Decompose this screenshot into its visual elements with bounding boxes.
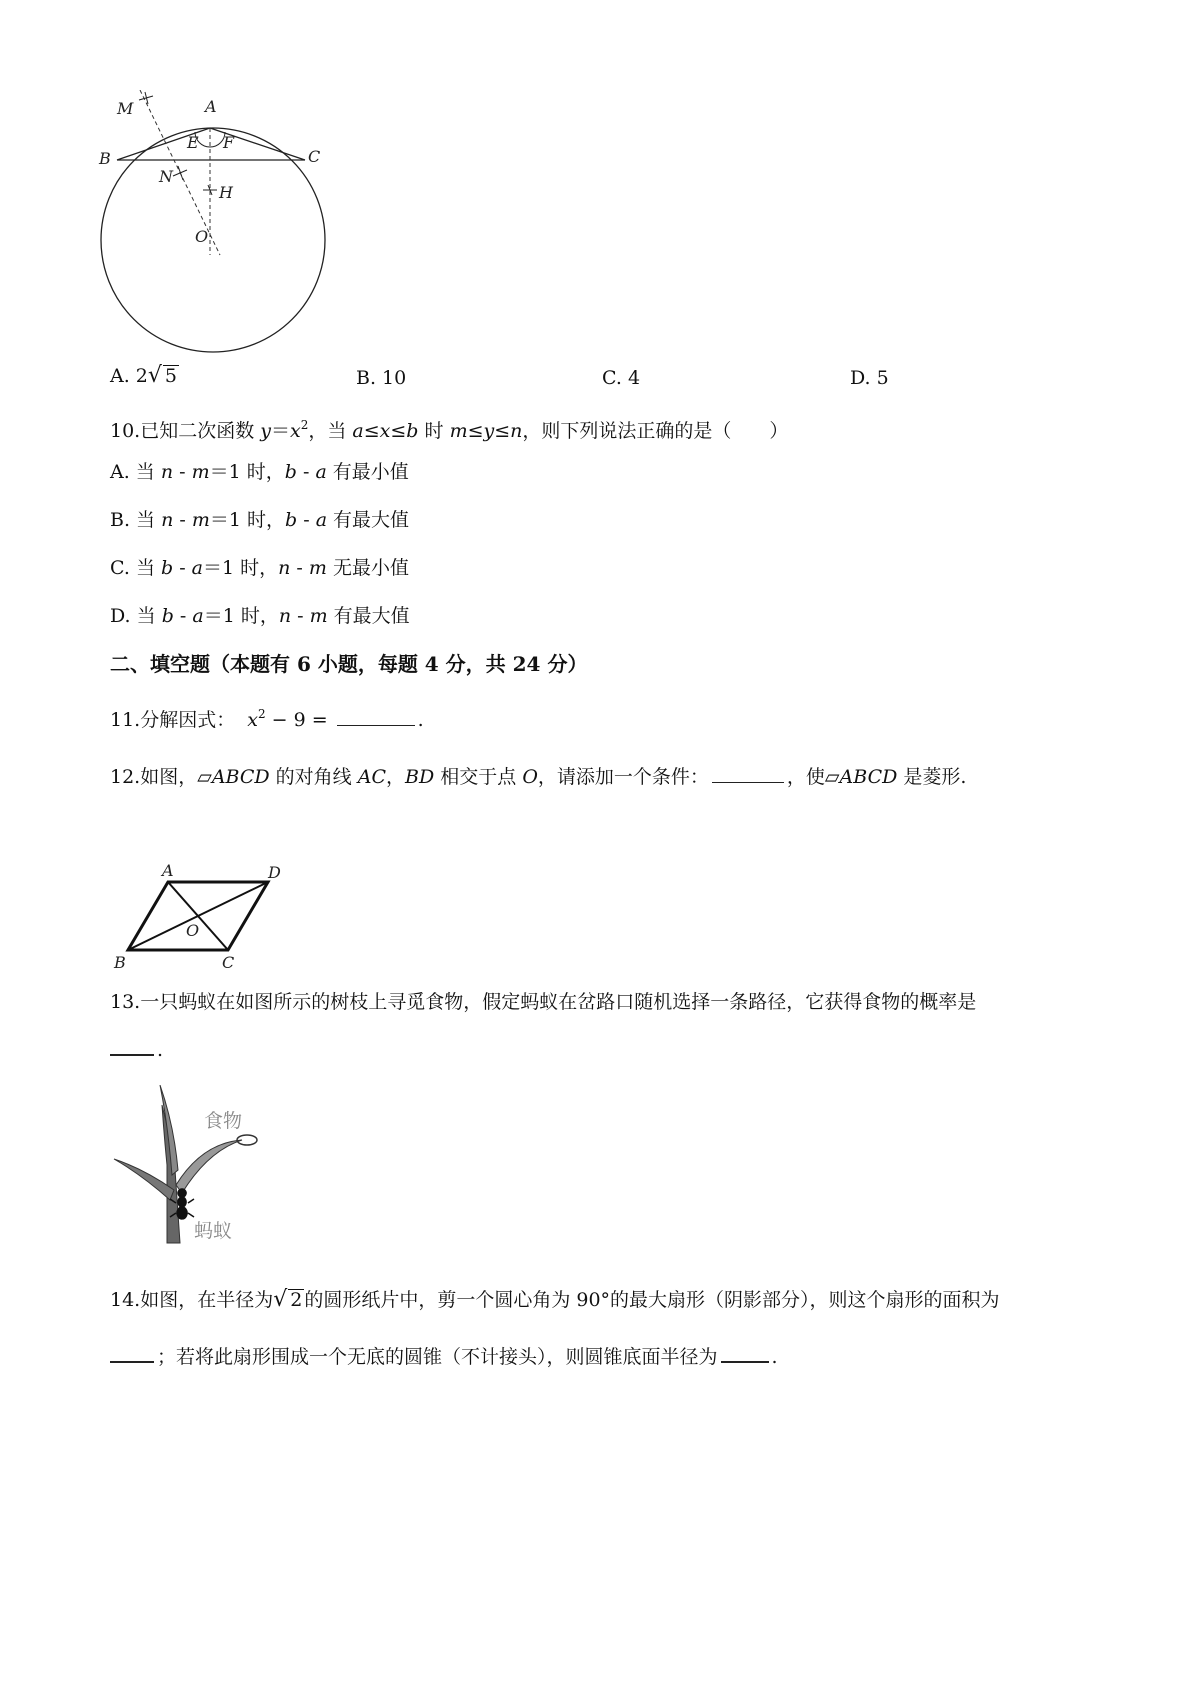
q13-line-1: 13.一只蚂蚁在如图所示的树枝上寻觅食物，假定蚂蚁在岔路口随机选择一条路径，它获得食物的概率是 [110, 991, 977, 1013]
q12-point-o: O [522, 766, 538, 788]
q10-option-c [110, 554, 409, 582]
option-var: b [285, 509, 298, 531]
q12-line [110, 763, 966, 791]
option-var: a [315, 509, 328, 531]
label-o: O [195, 227, 209, 246]
label-m: M [117, 99, 134, 118]
label-e: E [187, 133, 199, 152]
option-var: n [160, 461, 174, 483]
q10-var-y: y [260, 420, 271, 442]
label-b: B [99, 149, 111, 168]
option-var: m [191, 509, 210, 531]
option-operator: - [173, 557, 192, 579]
q13-answer-blank[interactable] [110, 1038, 154, 1056]
circle-o [101, 128, 325, 352]
q14-radicand: 2 [290, 1289, 303, 1311]
option-var: m [308, 557, 327, 579]
option-operator: - [173, 509, 192, 531]
q11-answer-blank[interactable] [337, 709, 415, 726]
q12-parallelogram-2: ▱ABCD [824, 766, 898, 788]
label-a: A [205, 97, 217, 116]
q10-cond-2: m≤y≤n [449, 420, 523, 442]
option-var: m [191, 461, 210, 483]
q10-text-2: ，当 [308, 420, 353, 442]
q10-text-4: ，则下列说法正确的是（ ） [522, 420, 789, 442]
right-branch [176, 1140, 242, 1193]
label-d: D [268, 863, 281, 882]
q11-exponent: 2 [257, 707, 266, 721]
q12-text-6: 是菱形. [897, 766, 967, 788]
q12-text-5: ，使 [786, 766, 825, 788]
q11-line [110, 700, 424, 734]
option-operator: - [297, 509, 316, 531]
q12-bd: BD [405, 766, 435, 788]
q9-option-a-radicand: 5 [164, 365, 178, 387]
option-var: a [191, 557, 203, 579]
option-mid: ＝1 时， [202, 557, 279, 579]
arc-mark-m [139, 92, 153, 104]
q10-cond-1: a≤x≤b [352, 420, 419, 442]
option-mid: ＝1 时， [209, 461, 285, 483]
q9-option-c: C. 4 [602, 367, 641, 389]
option-var: n [161, 509, 174, 531]
q9-circle-figure [95, 90, 345, 355]
q12-text-4: ，请添加一个条件： [537, 766, 709, 788]
option-operator: - [173, 461, 192, 483]
q14-text-3: ；若将此扇形围成一个无底的圆锥（不计接头），则圆锥底面半径为 [157, 1346, 718, 1368]
arc-mark-n [173, 166, 187, 180]
option-var: n [278, 557, 291, 579]
option-var: b [160, 557, 174, 579]
left-branch [114, 1159, 174, 1200]
q14-text-1: 14.如图，在半径为 [110, 1289, 274, 1311]
option-operator: - [291, 605, 310, 627]
q12-answer-blank[interactable] [712, 766, 784, 783]
q12-parallelogram-figure [108, 860, 298, 972]
q14-text-2: 的圆形纸片中，剪一个圆心角为 90°的最大扇形（阴影部分），则这个扇形的面积为 [304, 1289, 1000, 1311]
option-mid: ＝1 时， [203, 605, 279, 627]
q11-prefix: 11.分解因式： [110, 709, 236, 731]
option-var: n [278, 605, 292, 627]
option-operator: - [296, 461, 316, 483]
q12-parallelogram-1: ▱ABCD [197, 766, 270, 788]
q14-line-2 [110, 1343, 778, 1371]
q14-answer-blank-1[interactable] [110, 1345, 154, 1363]
q12-text-1: 12.如图， [110, 766, 198, 788]
q14-end: . [771, 1346, 778, 1368]
q12-comma: ， [386, 766, 406, 788]
food-label: 食物 [204, 1110, 243, 1132]
q10-stem [110, 411, 788, 445]
label-f: F [223, 133, 235, 152]
sqrt-icon: √ [273, 1287, 288, 1312]
q11-var-x: x [247, 709, 258, 731]
label-n: N [159, 167, 173, 186]
label-b: B [114, 953, 126, 972]
option-operator: - [290, 557, 309, 579]
option-var: m [309, 605, 328, 627]
q10-text-3: 时 [418, 420, 450, 442]
q13-branch-figure [112, 1085, 282, 1245]
label-c: C [222, 953, 235, 972]
q11-rest: − 9 = [265, 709, 334, 731]
option-prefix: D. 当 [110, 605, 162, 627]
q9-option-d: D. 5 [850, 367, 889, 389]
q9-option-a-prefix: A. 2 [110, 365, 148, 387]
q10-option-a [110, 458, 409, 486]
q10-var-x: x [290, 420, 301, 442]
option-var: a [315, 461, 327, 483]
q10-option-b [110, 506, 409, 534]
option-mid: ＝1 时， [209, 509, 286, 531]
option-tail: 有最大值 [327, 605, 410, 627]
option-var: a [192, 605, 204, 627]
sqrt-icon: √ [147, 363, 162, 388]
option-var: b [284, 461, 297, 483]
option-operator: - [173, 605, 193, 627]
label-c: C [308, 147, 321, 166]
option-prefix: A. 当 [110, 461, 161, 483]
option-tail: 有最小值 [326, 461, 409, 483]
q10-equals: ＝ [271, 420, 291, 442]
option-tail: 有最大值 [327, 509, 410, 531]
option-tail: 无最小值 [326, 557, 409, 579]
q9-option-a [110, 362, 179, 390]
q13-end: . [157, 1039, 164, 1061]
q12-ac: AC [357, 766, 386, 788]
option-var: b [161, 605, 174, 627]
q14-answer-blank-2[interactable] [721, 1345, 769, 1363]
q12-text-3: 相交于点 [434, 766, 523, 788]
q11-end: . [417, 709, 424, 731]
section-heading: 二、填空题（本题有 6 小题，每题 4 分，共 24 分） [110, 652, 588, 676]
q13-line-2 [110, 1036, 163, 1064]
label-o: O [186, 921, 200, 940]
q9-option-b: B. 10 [356, 367, 407, 389]
option-prefix: C. 当 [110, 557, 161, 579]
q10-text-1: 10.已知二次函数 [110, 420, 261, 442]
label-h: H [219, 183, 233, 202]
option-prefix: B. 当 [110, 509, 162, 531]
ant-label: 蚂蚁 [194, 1220, 233, 1242]
q10-option-d [110, 602, 410, 630]
q14-line-1 [110, 1286, 1000, 1314]
q12-text-2: 的对角线 [269, 766, 358, 788]
label-a: A [162, 861, 174, 880]
q10-exponent: 2 [300, 418, 309, 432]
